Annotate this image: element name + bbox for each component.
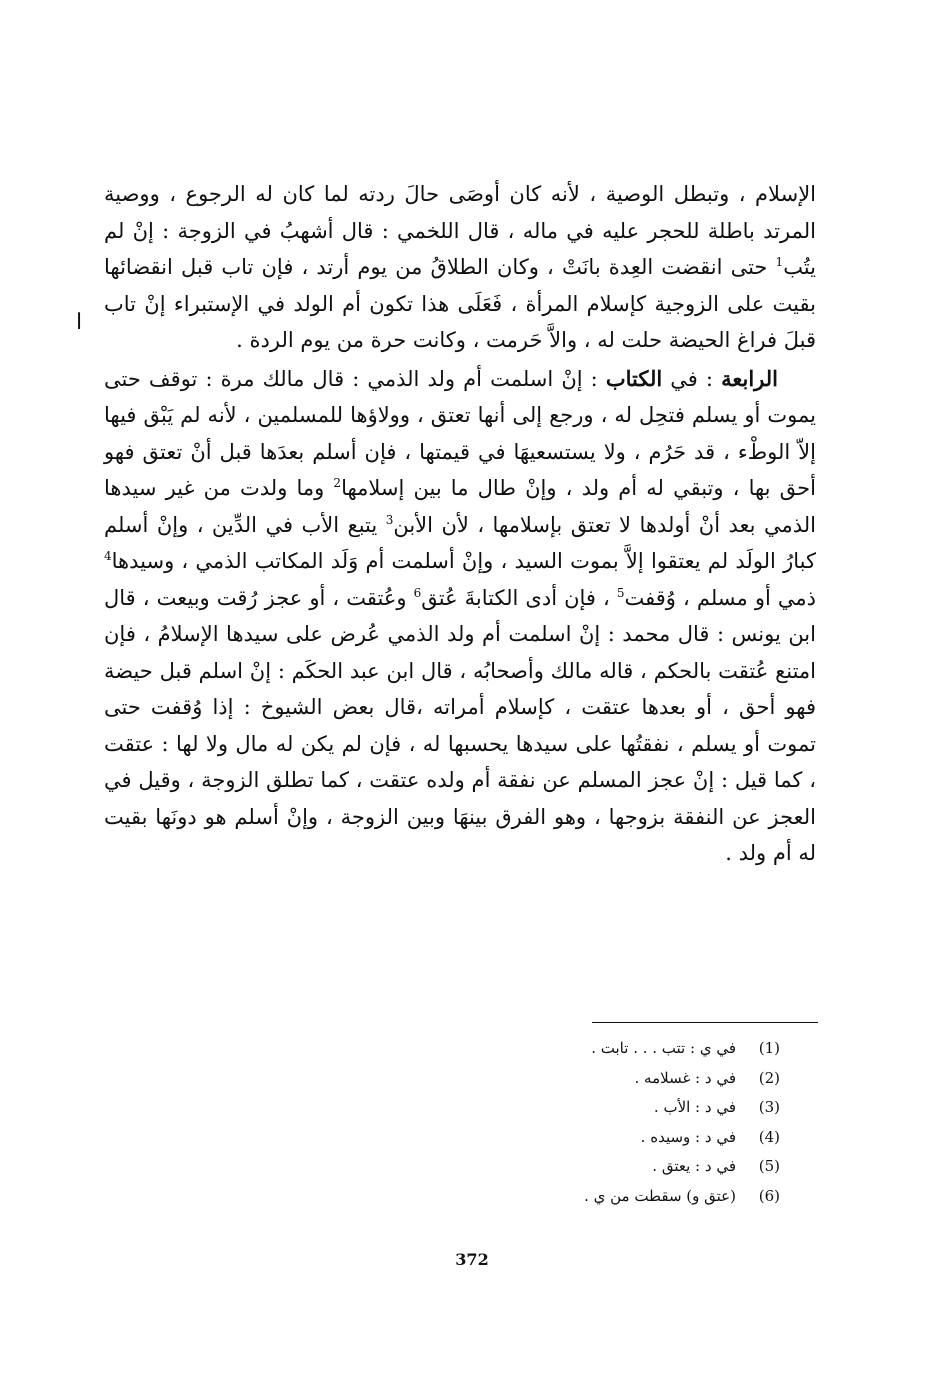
footnote-2	[470, 1064, 780, 1094]
footnote-5	[470, 1152, 780, 1182]
paragraph-2-text-5: ، فإن أدى الكتابةَ عُتق	[421, 585, 617, 610]
footnote-text: في ي : تتب . . . تابت .	[591, 1039, 736, 1057]
paragraph-1-text-a: الإسلام ، وتبطل الوصية ، لأنه كان أوصَى حالَ ردته لما كان له الرجوع ، ووصية المرتد باطلة للحجر عليه في ماله ، قال اللخمي : قال أشهبُ في الزوجة : إنْ لم يتُب	[104, 182, 816, 279]
paragraph-2-text-6: وعُتقت ، أو عجز رُقت وبيعت ، قال ابن يونس : قال محمد : إنْ اسلمت أم ولد الذمي عُرض على سيدها الإسلامُ ، فإن امتنع عُتقت بالحكم ، قاله مالك وأصحابُه ، قال ابن عبد الحكَم : إنْ اسلم قبل حيضة فهو أحق ، أو بعدها عتقت ، كإسلام أمراته ،قال بعض الشيوخ : إذا وُقفت حتى تموت أو يسلم ، نفقتُها على سيدها يحسبها له ، فإن لم يكن له مال ولا لها : عتقت ، كما قيل : إنْ عجز المسلم عن نفقة أم ولده عتقت ، كما تطلق الزوجة ، وقيل في العجز عن النفقة بزوجها ، وهو الفرق بينهَا وبين الزوجة ، وإنْ أسلم هو دونَها بقيت له أم ولد .	[104, 585, 816, 865]
footnote-text: في د : غسلامه .	[634, 1068, 736, 1087]
footnote-ref-2: 2	[333, 476, 342, 490]
footnote-4	[470, 1123, 780, 1153]
footnote-text: في د : الأب .	[653, 1098, 736, 1116]
footnote-ref-3: 3	[385, 512, 394, 527]
footnote-6	[470, 1182, 780, 1212]
footnote-text: في د : وسيده .	[640, 1127, 736, 1146]
paragraph-2	[104, 361, 816, 872]
footnote-text: (عتق و) سقطت من ي .	[584, 1186, 736, 1205]
footnote-divider	[592, 1022, 818, 1023]
paragraph-2-text-2: وما ولدت من غير سيدها الذمي بعد أنْ أولدها لا تعتق بإسلامها ، لأن الأبن	[104, 476, 816, 537]
paragraph-2-text-0: : في	[662, 366, 722, 391]
margin-mark: ا	[76, 310, 83, 335]
footnote-ref-6: 6	[413, 585, 422, 600]
paragraph-2-text-1: : إنْ اسلمت أم ولد الذمي : قال مالك مرة : توقف حتى يموت أو يسلم فتحِل له ، ورجع إلى أنها تعتق ، وولاؤها للمسلمين ، لأنه لم يَبْق فيها إلاّ الوطْء ، قد حَرُم ، ولا يستسعيهَا في قيمتها ، فإن أسلم بعدَها قبل أنْ تعتق فهو أحق بها ، وتبقي له أم ولد ، وإنْ طال ما بين إسلامها	[104, 366, 816, 500]
section-heading: الرابعة	[721, 365, 778, 391]
footnote-number: (5)	[758, 1157, 780, 1175]
footnote-text: في د : يعتق .	[652, 1157, 736, 1175]
footnotes	[470, 1034, 780, 1211]
footnote-ref-5: 5	[616, 585, 625, 600]
footnote-ref-4: 4	[104, 549, 112, 563]
footnote-number: (3)	[758, 1098, 780, 1116]
footnote-number: (2)	[758, 1068, 780, 1087]
paragraph-2-text-3: يتبع الأب في الدِّين ، وإنْ أسلم كبارُ الولَد لم يعتقوا إلاَّ بموت السيد ، وإنْ أسلمت أم وَلَد المكاتب الذمي ، وسيدها	[104, 512, 816, 573]
footnote-number: (6)	[758, 1186, 780, 1205]
page-number: 372	[455, 1250, 489, 1269]
footnote-ref-1: 1	[775, 255, 784, 269]
footnote-3	[470, 1093, 780, 1123]
paragraph-2-text-4: ذمي أو مسلم ، وُقفت	[624, 585, 816, 610]
footnote-1	[470, 1034, 780, 1064]
footnote-number: (4)	[758, 1127, 780, 1146]
footnote-number: (1)	[758, 1039, 780, 1057]
kitab-term: الكتاب	[605, 365, 663, 391]
paragraph-1-text-b: حتى انقضت العِدة بانَتْ ، وكان الطلاقُ من يوم أرتد ، فإن تاب قبل انقضائها بقيت على الزوجية كإسلام المرأة ، فَعَلَى هذا تكون أم الولد في الإستبراء إنْ تاب قبلَ فراغ الحيضة حلت له ، والاَّ حَرمت ، وكانت حرة من يوم الردة .	[104, 255, 816, 352]
paragraph-1	[104, 176, 816, 359]
main-text	[104, 176, 816, 872]
